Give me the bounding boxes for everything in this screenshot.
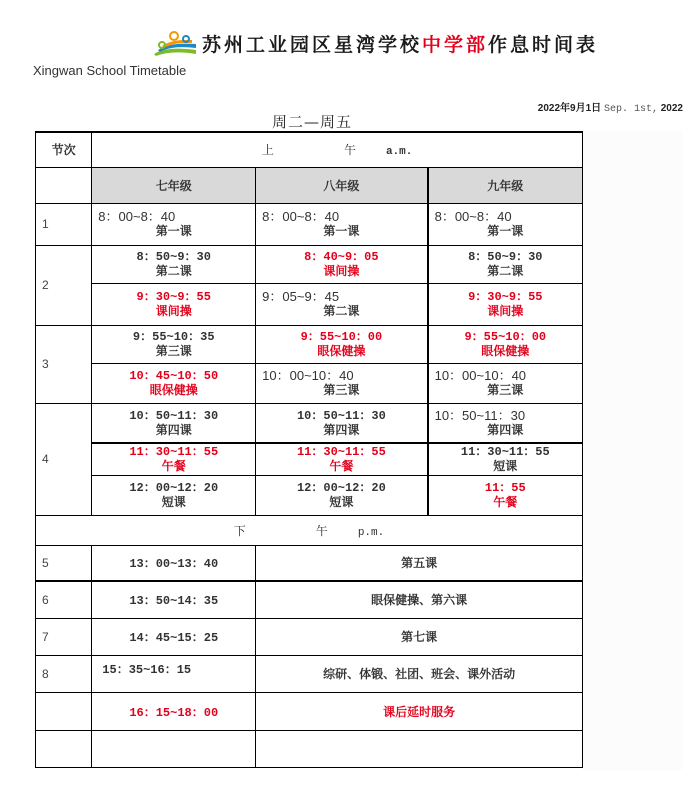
- schedule-cell: 12：00~12：20 短课: [92, 475, 256, 515]
- period-number: 3: [36, 325, 92, 403]
- timetable: [35, 131, 583, 768]
- table-row: [36, 443, 583, 475]
- blank-cell: [36, 167, 92, 203]
- activity-cell: 眼保健操、第六课: [256, 581, 583, 618]
- date-cn: 2022年9月1日: [537, 103, 602, 114]
- schedule-cell: 10：00~10：40 第三课: [428, 363, 583, 403]
- schedule-cell: 9：55~10：35 第三课: [92, 325, 256, 363]
- schedule-cell: 11：30~11：55 短课: [428, 443, 583, 475]
- schedule-cell: 10：45~10：50 眼保健操: [92, 363, 256, 403]
- schedule-cell: 9：55~10：00 眼保健操: [256, 325, 428, 363]
- period-number: 5: [36, 545, 92, 581]
- table-row: [36, 245, 583, 283]
- pm-latin: p.m.: [357, 526, 385, 539]
- table-row: [36, 692, 583, 730]
- table-row: [36, 203, 583, 245]
- am-label-1: 上: [261, 143, 274, 158]
- schedule-cell: 10：50~11：30 第四课: [428, 403, 583, 443]
- schedule-cell: 8：50~9：30 第二课: [92, 245, 256, 283]
- activity-cell: [256, 730, 583, 767]
- schedule-cell: 11：55 午餐: [428, 475, 583, 515]
- period-number: 1: [36, 203, 92, 245]
- schedule-cell: 8：40~9：05 课间操: [256, 245, 428, 283]
- time-cell: 15：35~16：15: [92, 655, 256, 692]
- table-row: [36, 283, 583, 325]
- date-en: Sep. 1st,: [603, 104, 658, 115]
- school-logo-icon: [152, 28, 198, 58]
- time-cell: 16：15~18：00: [92, 692, 256, 730]
- period-number: 2: [36, 245, 92, 325]
- period-header: 节次: [36, 132, 92, 167]
- period-number: [36, 692, 92, 730]
- am-label-2: 午: [343, 143, 356, 158]
- schedule-cell: 8：00~8：40 第一课: [428, 203, 583, 245]
- table-row: [36, 581, 583, 618]
- table-row: [36, 545, 583, 581]
- table-row: [36, 618, 583, 655]
- week-range-heading: 周二—周五: [272, 113, 353, 131]
- table-row: [36, 655, 583, 692]
- schedule-cell: 10：50~11：30 第四课: [256, 403, 428, 443]
- page-title: [152, 26, 598, 60]
- grade-7-header: 七年级: [92, 167, 256, 203]
- table-row: [36, 325, 583, 363]
- am-latin: a.m.: [385, 146, 413, 159]
- date-label: [538, 99, 683, 115]
- title-highlight: 中学部: [422, 33, 489, 56]
- schedule-cell: 8：50~9：30 第二课: [428, 245, 583, 283]
- period-number: 7: [36, 618, 92, 655]
- schedule-cell: 10：50~11：30 第四课: [92, 403, 256, 443]
- grade-8-header: 八年级: [256, 167, 428, 203]
- date-year: 2022: [660, 103, 683, 114]
- time-cell: [92, 730, 256, 767]
- period-number: [36, 730, 92, 767]
- subtitle: Xingwan School Timetable: [33, 63, 187, 78]
- schedule-cell: 10：00~10：40 第三课: [256, 363, 428, 403]
- schedule-cell: 8：00~8：40 第一课: [256, 203, 428, 245]
- title-main: 苏州工业园区星湾学校: [202, 33, 423, 56]
- activity-cell: 课后延时服务: [256, 692, 583, 730]
- period-number: 4: [36, 403, 92, 515]
- schedule-cell: 9：30~9：55 课间操: [92, 283, 256, 325]
- pm-header: [36, 515, 583, 545]
- am-header: [92, 132, 583, 167]
- time-cell: 13：00~13：40: [92, 545, 256, 581]
- schedule-cell: 9：30~9：55 课间操: [428, 283, 583, 325]
- schedule-cell: 12：00~12：20 短课: [256, 475, 428, 515]
- table-row: [36, 475, 583, 515]
- schedule-cell: 11：30~11：55 午餐: [256, 443, 428, 475]
- period-number: 8: [36, 655, 92, 692]
- time-cell: 14：45~15：25: [92, 618, 256, 655]
- title-suffix: 作息时间表: [488, 33, 599, 56]
- activity-cell: 第七课: [256, 618, 583, 655]
- activity-cell: 第五课: [256, 545, 583, 581]
- period-number: 6: [36, 581, 92, 618]
- schedule-cell: 9：55~10：00 眼保健操: [428, 325, 583, 363]
- grade-9-header: 九年级: [428, 167, 583, 203]
- schedule-cell: 8：00~8：40 第一课: [92, 203, 256, 245]
- table-row: [36, 363, 583, 403]
- table-row: [36, 730, 583, 767]
- schedule-cell: 11：30~11：55 午餐: [92, 443, 256, 475]
- pm-label-2: 午: [315, 523, 328, 538]
- pm-label-1: 下: [233, 523, 246, 538]
- activity-cell: 综研、体锻、社团、班会、课外活动: [256, 655, 583, 692]
- time-cell: 13：50~14：35: [92, 581, 256, 618]
- table-row: [36, 403, 583, 443]
- page-shadow: [582, 130, 682, 770]
- schedule-cell: 9：05~9：45 第二课: [256, 283, 428, 325]
